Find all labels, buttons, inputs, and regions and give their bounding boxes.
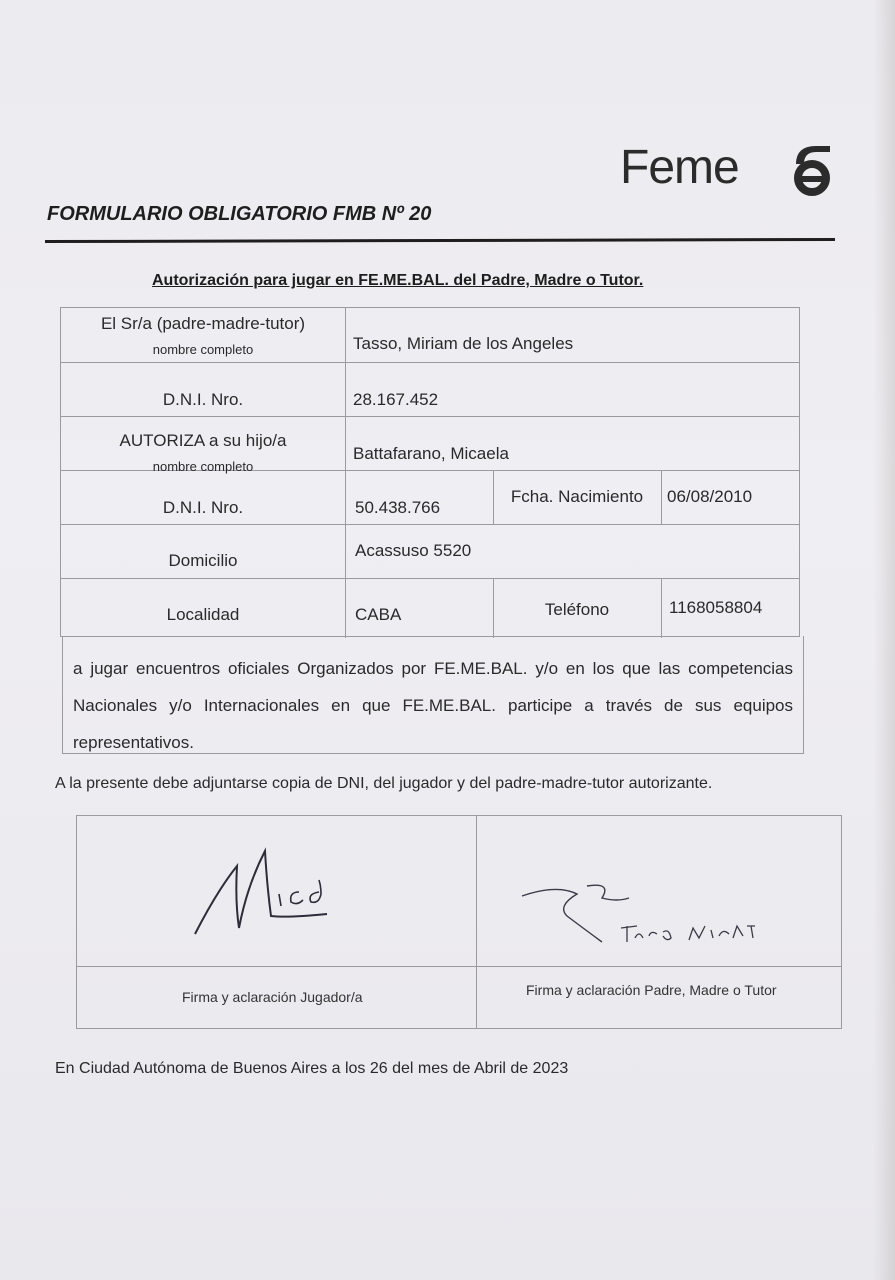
place-date-line: En Ciudad Autónoma de Buenos Aires a los 26 del mes de Abril de 2023 <box>55 1060 569 1077</box>
authorization-text: a jugar encuentros oficiales Organizados por FE.ME.BAL. y/o en los que las competencias Nacionales y/o Internacionales en que FE.ME.BAL. participe a través de sus equipos representativos. <box>62 636 804 754</box>
attachment-note: A la presente debe adjuntarse copia de DNI, del jugador y del padre-madre-tutor autorizante. <box>55 775 713 792</box>
child-name-value: Battafarano, Micaela <box>353 444 509 463</box>
tutor-dni-value: 28.167.452 <box>353 390 439 409</box>
tutor-label: El Sr/a (padre-madre-tutor) <box>100 313 306 333</box>
form-table <box>60 307 800 637</box>
child-label: AUTORIZA a su hijo/a <box>119 430 287 450</box>
address-value: Acassuso 5520 <box>355 541 472 560</box>
birth-date-field[interactable] <box>667 470 797 524</box>
form-title: FORMULARIO OBLIGATORIO FMB Nº 20 <box>47 203 432 225</box>
birth-label-cell <box>493 470 661 524</box>
phone-label-cell <box>493 578 661 642</box>
child-dni-value: 50.438.766 <box>355 498 441 517</box>
phone-value: 1168058804 <box>669 598 763 617</box>
birth-label: Fcha. Nacimiento <box>510 487 644 506</box>
child-dni-label: D.N.I. Nro. <box>162 498 244 517</box>
address-field[interactable] <box>355 524 795 578</box>
tutor-signature-icon <box>517 876 767 951</box>
phone-field[interactable] <box>669 578 799 638</box>
tutor-signature-caption: Firma y aclaración Padre, Madre o Tutor <box>526 982 777 998</box>
page-edge-shadow <box>873 0 895 1280</box>
femebal-logo-text: Feme <box>620 141 739 194</box>
player-signature-caption: Firma y aclaración Jugador/a <box>182 989 363 1005</box>
tutor-dni-label: D.N.I. Nro. <box>162 390 244 409</box>
form-subtitle: Autorización para jugar en FE.ME.BAL. del Padre, Madre o Tutor. <box>152 272 644 289</box>
tutor-sublabel: nombre completo <box>152 341 254 357</box>
tutor-label-cell <box>61 308 345 362</box>
signature-table <box>76 815 842 1029</box>
phone-label: Teléfono <box>544 600 610 619</box>
child-sublabel: nombre completo <box>152 458 254 474</box>
city-value: CABA <box>355 605 402 624</box>
player-signature-icon <box>187 846 357 941</box>
femebal-logo-icon <box>790 140 834 196</box>
tutor-name-value: Tasso, Miriam de los Angeles <box>353 334 574 353</box>
birth-date-value: 06/08/2010 <box>667 487 753 506</box>
address-label: Domicilio <box>168 551 238 570</box>
city-label: Localidad <box>166 605 240 624</box>
